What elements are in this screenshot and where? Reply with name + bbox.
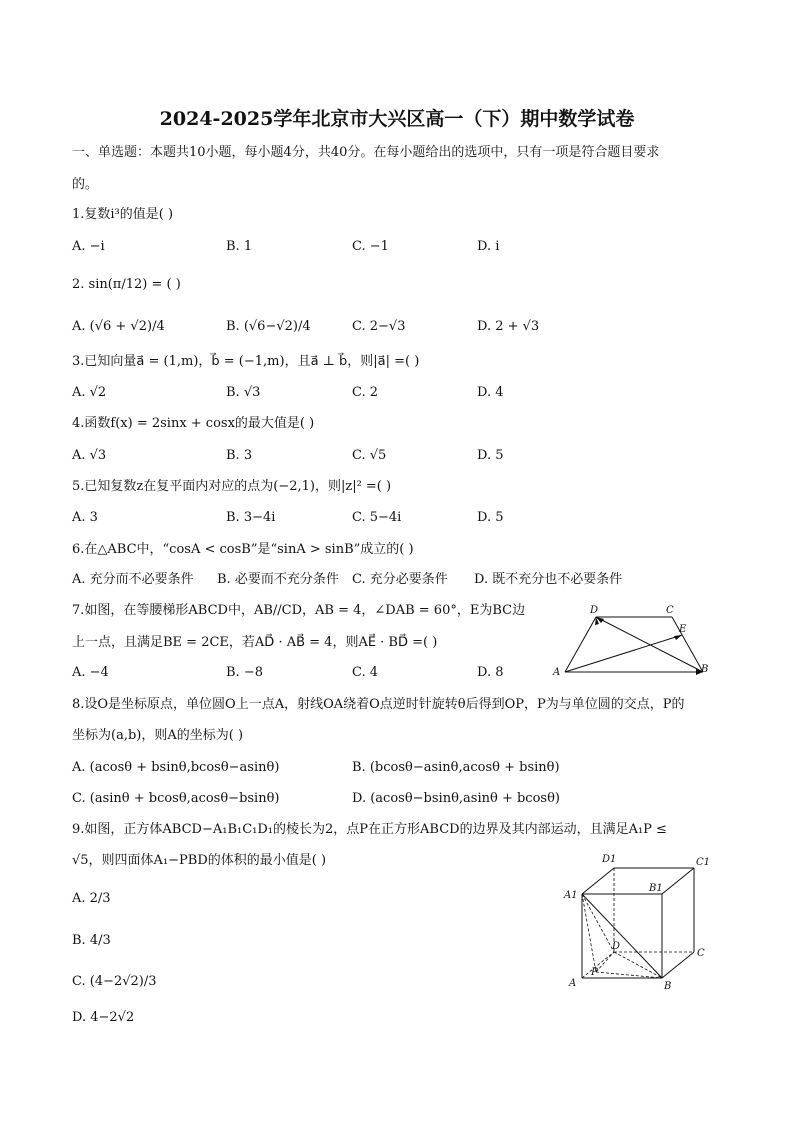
question-4-option-d: D. 5 — [477, 448, 504, 463]
question-2-stem: 2. sin(π/12) = ( ) — [72, 277, 181, 292]
question-5-option-d: D. 5 — [477, 510, 504, 525]
question-1-stem: 1.复数i³的值是( ) — [72, 207, 174, 222]
edge-a1d1 — [582, 868, 614, 894]
question-2-option-d: D. 2 + √3 — [477, 319, 540, 334]
question-9-option-d: D. 4−2√2 — [72, 1010, 135, 1025]
question-7-option-b: B. −8 — [226, 665, 263, 680]
question-3-option-a: A. √2 — [72, 385, 107, 400]
label-b1: B1 — [649, 883, 663, 894]
question-3-stem: 3.已知向量a⃗ = (1,m)，b⃗ = (−1,m)，且a⃗ ⊥ b⃗，则|a⃗| =( ) — [72, 354, 420, 369]
question-4-option-b: B. 3 — [226, 448, 253, 463]
label-d: D — [590, 605, 599, 616]
arrow-e — [674, 635, 682, 640]
question-8-option-d: D. (acosθ−bsinθ,asinθ + bcosθ) — [352, 791, 560, 806]
question-3-option-b: B. √3 — [226, 385, 261, 400]
question-6-option-d: D. 既不充分也不必要条件 — [474, 572, 623, 587]
question-6-option-b: B. 必要而不充分条件 — [217, 572, 339, 587]
hidden-segment-a1p — [582, 894, 596, 972]
label-e: E — [679, 624, 687, 635]
cube-figure — [558, 848, 718, 998]
question-9-stem-line1: 9.如图，正方体ABCD−A₁B₁C₁D₁的棱长为2，点P在正方形ABCD的边界及其内部运动，且满足A₁P ≤ — [72, 822, 667, 837]
question-3-option-c: C. 2 — [352, 385, 379, 400]
section-header-line2: 的。 — [72, 177, 99, 192]
label-a: A — [553, 667, 561, 678]
question-9-stem-line2: √5，则四面体A₁−PBD的体积的最小值是( ) — [72, 853, 327, 868]
question-5-option-a: A. 3 — [72, 510, 98, 525]
question-4-option-a: A. √3 — [72, 448, 107, 463]
question-8-option-a: A. (acosθ + bsinθ,bcosθ−asinθ) — [72, 760, 280, 775]
label-d: D — [612, 941, 621, 952]
question-7-stem-line2: 上一点，且满足BE = 2CE，若AD⃗ · AB⃗ = 4，则AE⃗ · BD⃗ =( ) — [72, 635, 438, 650]
trapezoid-figure — [548, 598, 718, 683]
question-8-option-b: B. (bcosθ−asinθ,acosθ + bsinθ) — [352, 760, 560, 775]
hidden-segment-pb — [596, 972, 662, 978]
hidden-edge-ad — [582, 952, 614, 978]
question-5-option-b: B. 3−4i — [226, 510, 276, 525]
question-7-option-d: D. 8 — [477, 665, 504, 680]
question-1-option-d: D. i — [477, 239, 500, 254]
label-b: B — [701, 664, 709, 675]
label-p: P — [591, 967, 598, 978]
segment-a1b — [582, 894, 662, 978]
question-2-option-b: B. (√6−√2)/4 — [226, 319, 311, 334]
question-7-stem-line1: 7.如图，在等腰梯形ABCD中，AB//CD，AB = 4，∠DAB = 60°，E为BC边 — [72, 603, 526, 618]
question-8-stem-line1: 8.设O是坐标原点，单位圆O上一点A，射线OA绕着O点逆时针旋转θ后得到OP，P为与单位圆的交点，P的 — [72, 697, 685, 712]
question-1-option-a: A. −i — [72, 239, 105, 254]
question-8-option-c: C. (asinθ + bcosθ,acosθ−bsinθ) — [72, 791, 280, 806]
question-4-stem: 4.函数f(x) = 2sinx + cosx的最大值是( ) — [72, 416, 315, 431]
question-1-option-c: C. −1 — [352, 239, 389, 254]
question-9-option-b: B. 4/3 — [72, 933, 111, 948]
question-3-option-d: D. 4 — [477, 385, 504, 400]
question-6-option-a: A. 充分而不必要条件 — [72, 572, 194, 587]
question-5-stem: 5.已知复数z在复平面内对应的点为(−2,1)，则|z|² =( ) — [72, 479, 392, 494]
label-b: B — [664, 981, 672, 992]
question-1-option-b: B. 1 — [226, 239, 253, 254]
edge-b1c1 — [662, 868, 694, 894]
question-4-option-c: C. √5 — [352, 448, 387, 463]
question-9-option-c: C. (4−2√2)/3 — [72, 974, 157, 989]
page-title: 2024-2025学年北京市大兴区高一（下）期中数学试卷 — [159, 108, 635, 130]
question-6-option-c: C. 充分必要条件 — [352, 572, 448, 587]
question-5-option-c: C. 5−4i — [352, 510, 402, 525]
label-a: A — [569, 978, 577, 989]
edge-bc — [662, 952, 694, 978]
label-c1: C1 — [696, 857, 711, 868]
question-7-option-c: C. 4 — [352, 665, 379, 680]
question-2-option-a: A. (√6 + √2)/4 — [72, 319, 165, 334]
question-9-option-a: A. 2/3 — [72, 891, 111, 906]
question-2-option-c: C. 2−√3 — [352, 319, 406, 334]
label-c: C — [697, 948, 705, 959]
hidden-segment-pd — [596, 952, 614, 972]
label-c: C — [666, 605, 674, 616]
label-a1: A1 — [564, 890, 578, 901]
section-header-line1: 一、单选题：本题共10小题，每小题4分，共40分。在每小题给出的选项中，只有一项是符合题目要求 — [72, 145, 660, 160]
question-8-stem-line2: 坐标为(a,b)，则A的坐标为( ) — [72, 728, 244, 743]
label-d1: D1 — [602, 854, 617, 865]
question-6-stem: 6.在△ABC中，“cosA < cosB”是“sinA > sinB”成立的( ) — [72, 542, 414, 557]
question-7-option-a: A. −4 — [72, 665, 109, 680]
